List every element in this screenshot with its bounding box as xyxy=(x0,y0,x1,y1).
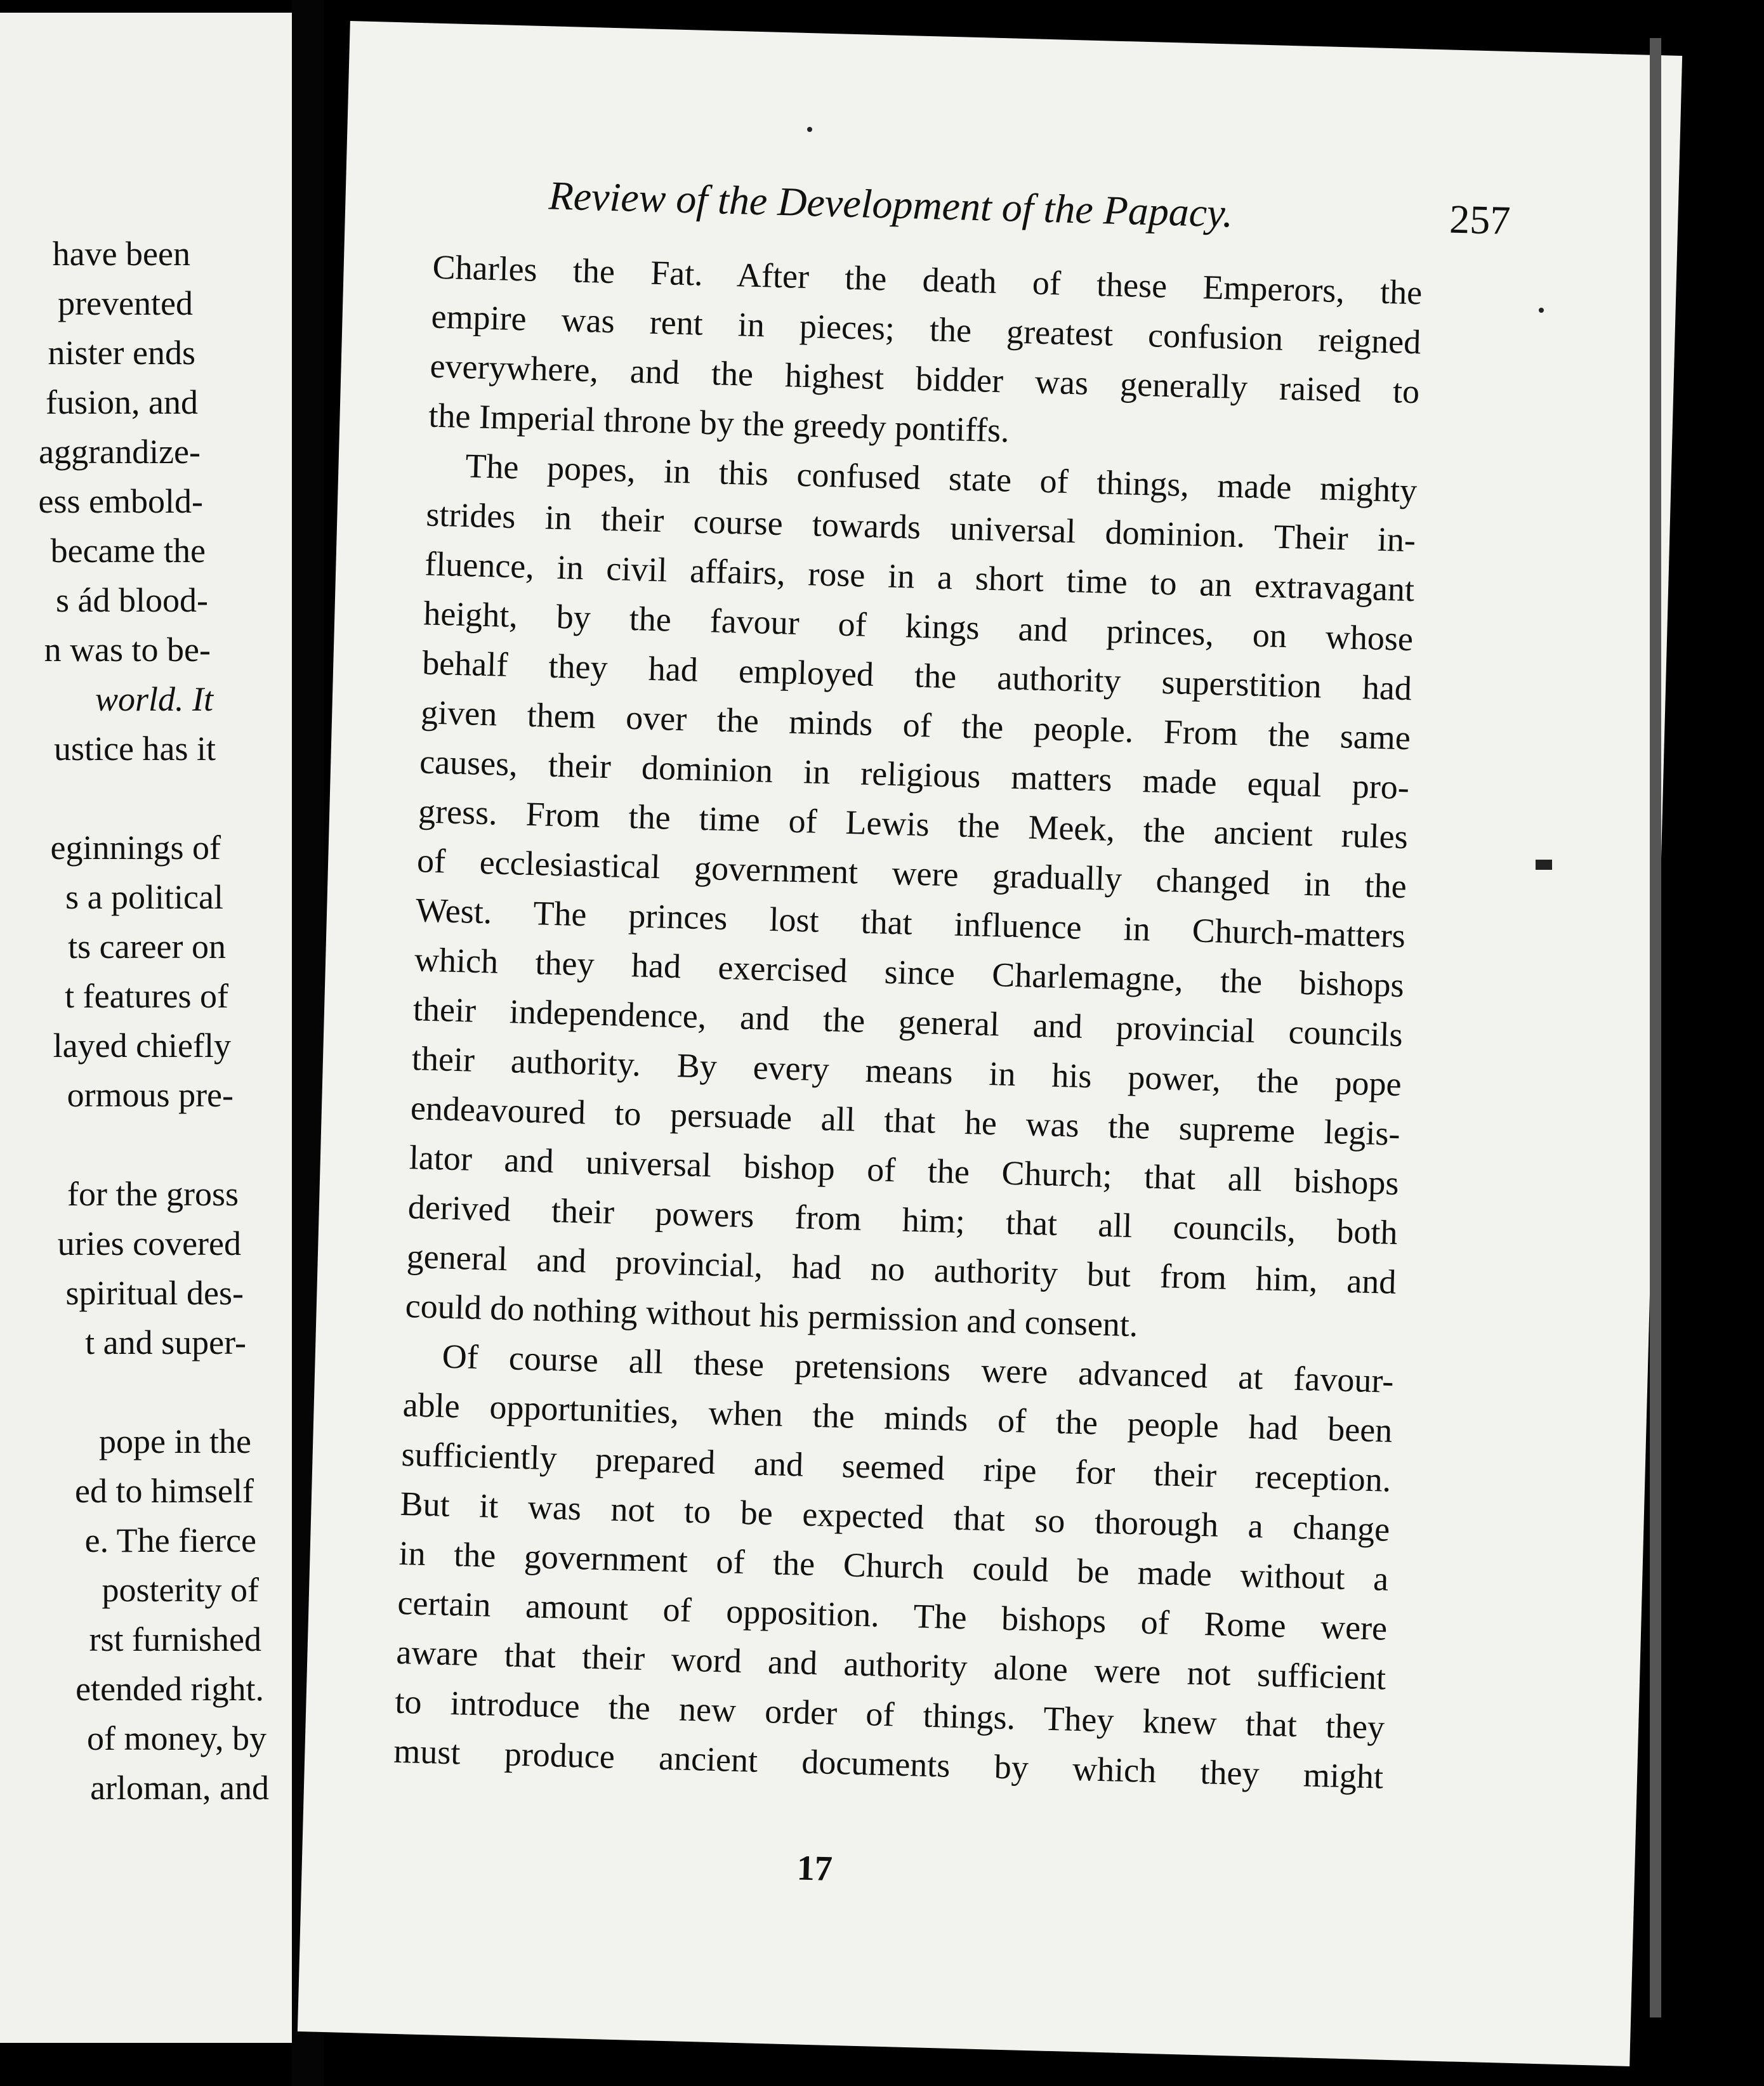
left-page-line: s a political xyxy=(65,878,223,916)
body-line: endeavoured to persuade all that he was the supreme legis- xyxy=(410,1089,1401,1153)
left-page-line: e. The fierce xyxy=(84,1521,256,1559)
body-line: Of course all these pretensions were advanced at favour- xyxy=(442,1337,1395,1400)
body-line: which they had exercised since Charlemagne, the bishops xyxy=(414,940,1405,1005)
running-header xyxy=(548,172,1488,244)
left-page-line: ormous pre- xyxy=(67,1076,234,1114)
scan-speck xyxy=(1539,308,1544,313)
body-line: empire was rent in pieces; the greatest confusion reigned xyxy=(430,297,1421,362)
body-line: height, by the favour of kings and princes, on whose xyxy=(423,594,1414,659)
left-page-line: aggrandize- xyxy=(39,433,201,471)
body-line: the Imperial throne by the greedy pontiffs. xyxy=(428,396,1010,450)
body-line: aware that their word and authority alone were not sufficient xyxy=(395,1632,1386,1697)
left-page-line: pope in the xyxy=(99,1422,251,1460)
scan-speck xyxy=(1536,860,1552,870)
body-line: But it was not to be expected that so thorough a change xyxy=(399,1484,1390,1549)
body-line: West. The princes lost that influence in Church-matters xyxy=(415,891,1406,955)
left-page-line: t features of xyxy=(65,977,228,1015)
left-page-line: ts career on xyxy=(68,928,226,966)
left-page-line: became the xyxy=(50,532,206,570)
body-line: could do nothing without his permission and consent. xyxy=(405,1287,1139,1344)
scan-speck xyxy=(807,127,812,132)
body-line: gress. From the time of Lewis the Meek, the ancient rules xyxy=(418,792,1409,856)
header-title: Review of the Development of the Papacy. xyxy=(548,173,1234,236)
left-page-line: ustice has it xyxy=(54,730,216,768)
body-line: fluence, in civil affairs, rose in a short time to an extravagant xyxy=(424,544,1415,609)
left-page-line: posterity of xyxy=(102,1571,259,1609)
left-page-line: world. It xyxy=(95,680,213,718)
body-line: behalf they had employed the authority superstition had xyxy=(421,643,1412,708)
body-line: general and provincial, had no authority but from him, and xyxy=(406,1237,1397,1301)
right-page xyxy=(298,21,1682,2066)
body-line: able opportunities, when the minds of the people had been xyxy=(402,1385,1393,1450)
left-page-line: spiritual des- xyxy=(65,1274,244,1312)
left-page-line: layed chiefly xyxy=(53,1027,231,1065)
page-edge-shadow xyxy=(1650,38,1661,2017)
body-text xyxy=(393,242,1423,1802)
body-line: in the government of the Church could be made without a xyxy=(398,1533,1389,1598)
left-page-line: have been xyxy=(52,235,190,273)
left-page xyxy=(0,13,292,2043)
left-page-line: nister ends xyxy=(48,334,195,372)
body-line: of ecclesiastical government were gradually changed in the xyxy=(416,841,1407,906)
left-page-line: ed to himself xyxy=(75,1472,254,1510)
body-line: The popes, in this confused state of things, made mighty xyxy=(464,447,1418,510)
left-page-line: arloman, and xyxy=(90,1769,269,1807)
body-line: strides in their course towards universal dominion. Their in- xyxy=(425,495,1416,560)
left-page-line: prevented xyxy=(58,284,193,322)
page-number: 257 xyxy=(1449,196,1511,244)
left-page-line: s ád blood- xyxy=(56,581,208,619)
body-line: everywhere, and the highest bidder was generally raised to xyxy=(429,346,1420,411)
left-page-line: rst furnished xyxy=(89,1620,261,1658)
body-line: lator and universal bishop of the Church; that all bishops xyxy=(409,1138,1400,1202)
body-line: causes, their dominion in religious matters made equal pro- xyxy=(419,742,1410,807)
body-line: certain amount of opposition. The bishops of Rome were xyxy=(397,1583,1388,1648)
left-page-line: for the gross xyxy=(67,1175,239,1213)
left-page-line: of money, by xyxy=(87,1719,267,1757)
left-page-line: fusion, and xyxy=(46,383,198,421)
body-line: derived their powers from him; that all councils, both xyxy=(407,1188,1399,1252)
left-page-line: uries covered xyxy=(57,1224,241,1263)
left-page-line: t and super- xyxy=(85,1323,246,1361)
body-line: sufficiently prepared and seemed ripe for their reception. xyxy=(400,1434,1392,1499)
body-line: Charles the Fat. After the death of these Emperors, the xyxy=(431,247,1423,312)
signature-mark: 17 xyxy=(796,1848,833,1889)
body-line: given them over the minds of the people. From the same xyxy=(420,693,1411,758)
left-page-line: n was to be- xyxy=(44,631,211,669)
body-line: their independence, and the general and provincial councils xyxy=(412,990,1404,1054)
body-line: their authority. By every means in his power, the pope xyxy=(411,1039,1402,1103)
body-line: must produce ancient documents by which they might xyxy=(393,1731,1384,1796)
left-page-line: ess embold- xyxy=(38,482,203,520)
left-page-line: etended right. xyxy=(76,1670,264,1708)
left-page-line: eginnings of xyxy=(50,829,221,867)
body-line: to introduce the new order of things. They knew that they xyxy=(394,1682,1385,1747)
